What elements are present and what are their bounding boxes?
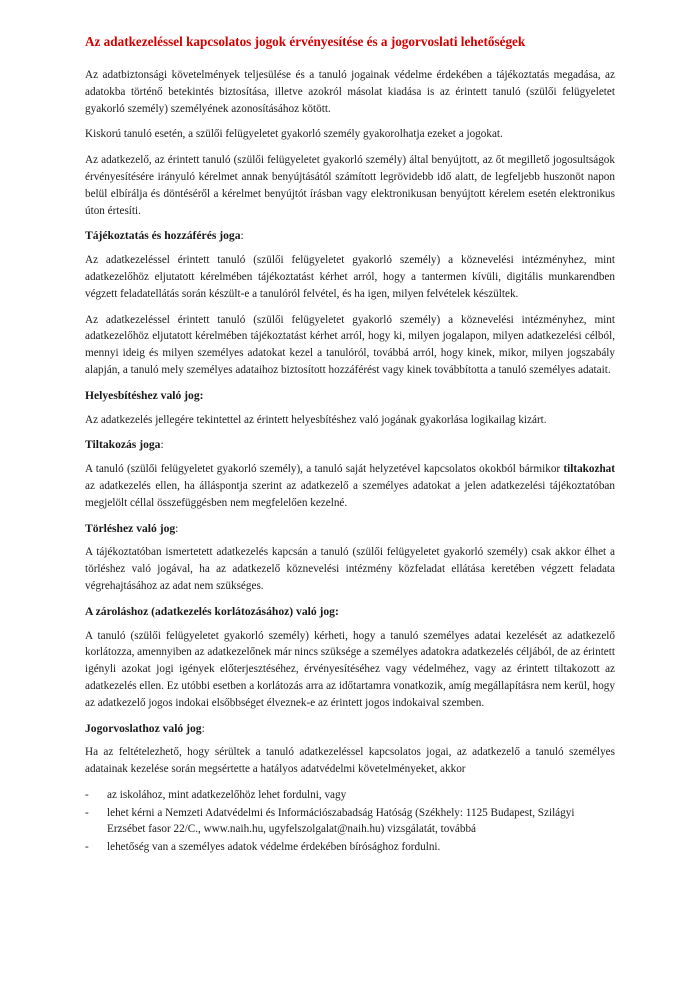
section-heading-torles-text: Törléshez való jog [85, 521, 176, 535]
tiltakozas-text-after: az adatkezelés ellen, ha álláspontja szerint az adatkezelő a személyes adatokat a jelen adatkezelési tájékoztatóban megjelölt céllal összefüggésben nem megfelelően kezelné. [85, 479, 615, 509]
intro-paragraph-3: Az adatkezelő, az érintett tanuló (szülői felügyeletet gyakorló személy) által benyújtott, az őt megillető jogosultságok érvényesítésére irányuló kérelmet annak benyújtásától számított legrövidebb idő alatt, de legfeljebb huszonöt napon belül elbírálja és döntéséről a kérelmet benyújtót írásban vagy elektronikusan benyújtott kérelem esetén elektronikus úton értesíti. [85, 154, 615, 217]
list-item-text: az iskolához, mint adatkezelőhöz lehet fordulni, vagy [107, 788, 347, 801]
torles-paragraph-1: A tájékoztatóban ismertetett adatkezelés kapcsán a tanuló (szülői felügyeletet gyakorló személy) csak akkor élhet a törléshez való jogával, ha az adatkezelő köznevelési intézmény közfeladat ellátása keretében végzett feladata végrehajtásához az adat nem szükséges. [85, 546, 615, 592]
section-heading-tajekoztatas-text: Tájékoztatás és hozzáférés joga [85, 229, 241, 243]
tiltakozas-text-before: A tanuló (szülői felügyeletet gyakorló személy), a tanuló saját helyzetével kapcsolatos okokból bármikor [85, 463, 564, 476]
list-item [85, 787, 615, 804]
section-heading-jogorvoslat-colon: : [201, 721, 205, 735]
intro-paragraph-2: Kiskorú tanuló esetén, a szülői felügyeletet gyakorló személy gyakorolhatja ezeket a jogokat. [85, 128, 503, 141]
section-heading-tajekoztatas [85, 228, 615, 245]
list-item-text: lehet kérni a Nemzeti Adatvédelmi és Információszabadság Hatóság (Székhely: 1125 Budapest, Szilágyi Erzsébet fasor 22/C., www.naih.hu, ugyfelszolgalat@naih.hu) vizsgálatát, továbbá [107, 806, 575, 836]
section-heading-helyesbites: Helyesbítéshez való jog: [85, 388, 204, 402]
list-item [85, 839, 615, 856]
section-heading-torles-colon: : [175, 521, 179, 535]
section-heading-jogorvoslat-text: Jogorvoslathoz való jog [85, 721, 202, 735]
section-heading-tajekoztatas-colon: : [240, 229, 244, 243]
section-heading-jogorvoslat [85, 721, 615, 738]
tiltakozas-paragraph-1 [85, 461, 615, 511]
list-item [85, 805, 615, 839]
tajekoztatas-paragraph-2: Az adatkezeléssel érintett tanuló (szülői felügyeletet gyakorló személy) a köznevelési intézményhez, mint adatkezelőhöz eljutatott kérelmében tájékoztatást kérhet arról, hogy ki, milyen jogalapon, milyen adatkezelési célból, mennyi ideig és milyen személyes adatokat kezel a tanulóról, továbbá arról, hogy kinek, mikor, milyen jogszabály alapján, a tanuló mely személyes adataihoz biztosított hozzáférést vagy kinek továbbította a tanuló személyes adatait. [85, 313, 615, 376]
helyesbites-paragraph-1: Az adatkezelés jellegére tekintettel az érintett helyesbítéshez való jogának gyakorlása logikailag kizárt. [85, 413, 547, 426]
list-item-text: lehetőség van a személyes adatok védelme érdekében bírósághoz fordulni. [107, 841, 441, 854]
zarolas-paragraph-1: A tanuló (szülői felügyeletet gyakorló személy) kérheti, hogy a tanuló személyes adatai kezelését az adatkezelő korlátozza, amennyiben az adatkezelőnek már nincs szüksége a személyes adatokra adatkezelés céljából, de az érintett igényli azokat jogi igények előterjesztéséhez, érvényesítéséhez vagy védelméhez, vagy az érintett tiltakozott az adatkezelés ellen. Ez utóbbi esetben a korlátozás arra az időtartamra vonatkozik, amíg megállapításra nem kerül, hogy az adatkezelő jogos indokai elsőbbséget élveznek-e az érintett jogos indokaival szemben. [85, 629, 615, 709]
jogorvoslat-bullet-list [85, 787, 615, 856]
bullet-dash: - [85, 841, 89, 854]
intro-paragraph-1: Az adatbiztonsági követelmények teljesülése és a tanuló jogainak védelme érdekében a tájékoztatás megadása, az adatokba történő betekintés biztosítása, illetve azokról másolat kiadása is az érintett tanuló (szülői felügyeletet gyakorló személy) személyének azonosításához kötött. [85, 69, 615, 115]
jogorvoslat-paragraph-1: Ha az feltételezhető, hogy sérültek a tanuló adatkezeléssel kapcsolatos jogai, az adatkezelő a tanuló személyes adatainak kezelése során megsértette a hatályos adatvédelmi követelményeket, akkor [85, 746, 615, 776]
section-heading-torles [85, 521, 615, 538]
tiltakozas-bold-term: tiltakozhat [563, 463, 615, 476]
section-heading-zarolas: A zároláshoz (adatkezelés korlátozásához) való jog: [85, 604, 339, 618]
section-heading-tiltakozas-colon: : [160, 438, 164, 452]
bullet-dash: - [85, 806, 89, 819]
section-heading-tiltakozas [85, 437, 615, 454]
section-heading-tiltakozas-text: Tiltakozás joga [85, 438, 161, 452]
document-title: Az adatkezeléssel kapcsolatos jogok érvényesítése és a jogorvoslati lehetőségek [85, 34, 526, 49]
tajekoztatas-paragraph-1: Az adatkezeléssel érintett tanuló (szülői felügyeletet gyakorló személy) a köznevelési intézményhez, mint adatkezelőhöz eljutatott kérelmében tájékoztatást kérhet arról, hogy a tantermen kívüli, digitális munkarendben végzett feladatellátás során készült-e a tanulóról felvétel, és ha igen, milyen felvételek készültek. [85, 254, 615, 300]
bullet-dash: - [85, 788, 89, 801]
